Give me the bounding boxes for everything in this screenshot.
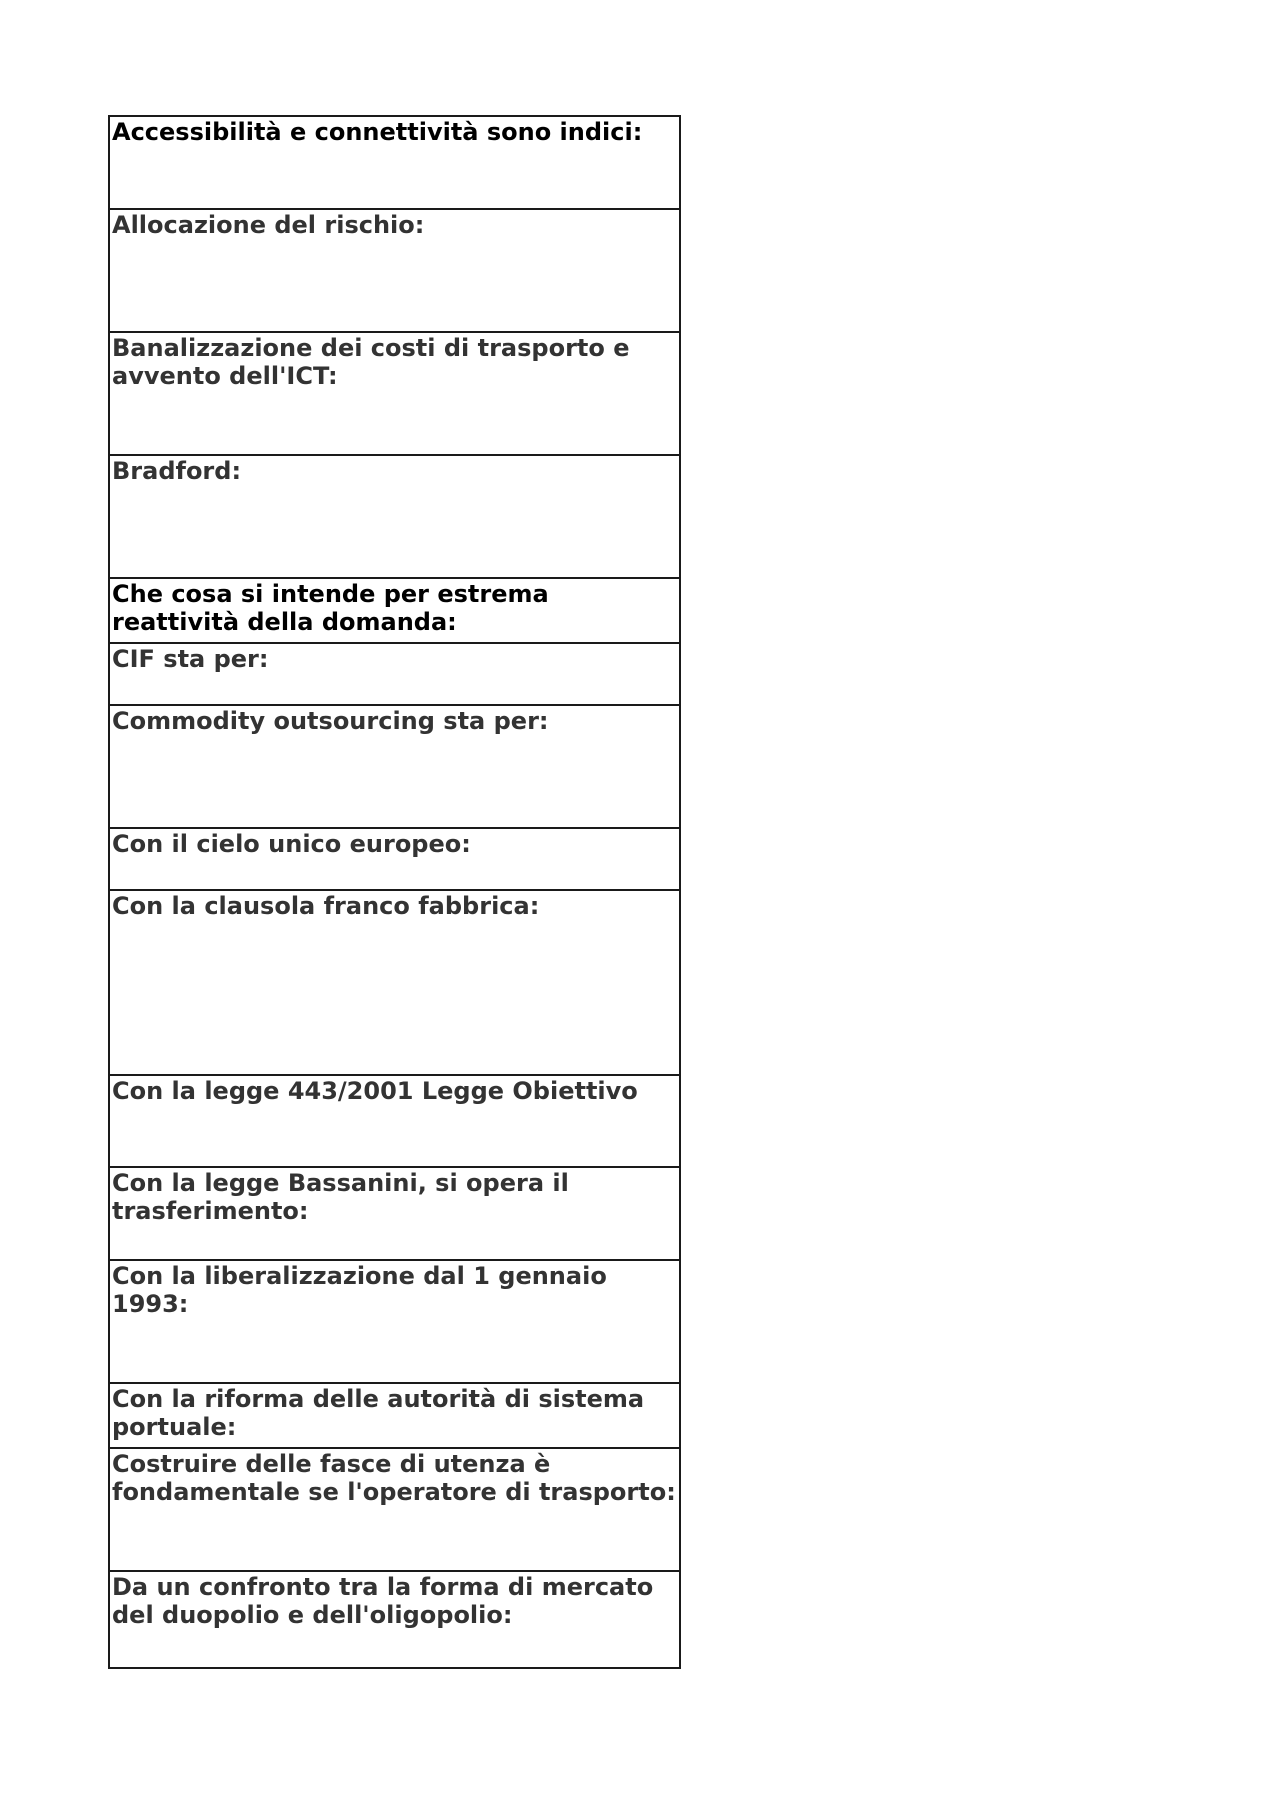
question-cell: Banalizzazione dei costi di trasporto e avvento dell'ICT: bbox=[109, 332, 680, 455]
table-row bbox=[109, 1075, 680, 1167]
question-cell: Che cosa si intende per estrema reattività della domanda: bbox=[109, 578, 680, 643]
table-row bbox=[109, 1571, 680, 1668]
table-row bbox=[109, 455, 680, 578]
table-row bbox=[109, 1383, 680, 1448]
question-cell: Da un confronto tra la forma di mercato del duopolio e dell'oligopolio: bbox=[109, 1571, 680, 1668]
table-row bbox=[109, 1260, 680, 1383]
question-cell: Con il cielo unico europeo: bbox=[109, 828, 680, 890]
question-cell: Con la liberalizzazione dal 1 gennaio 1993: bbox=[109, 1260, 680, 1383]
question-cell: Con la clausola franco fabbrica: bbox=[109, 890, 680, 1075]
table-row bbox=[109, 1448, 680, 1571]
question-cell: Con la legge 443/2001 Legge Obiettivo bbox=[109, 1075, 680, 1167]
question-cell: Commodity outsourcing sta per: bbox=[109, 705, 680, 828]
question-cell: Con la riforma delle autorità di sistema portuale: bbox=[109, 1383, 680, 1448]
question-cell: Accessibilità e connettività sono indici: bbox=[109, 116, 680, 209]
question-cell: Con la legge Bassanini, si opera il trasferimento: bbox=[109, 1167, 680, 1260]
question-cell: CIF sta per: bbox=[109, 643, 680, 705]
question-cell: Bradford: bbox=[109, 455, 680, 578]
table-row bbox=[109, 1167, 680, 1260]
table-row bbox=[109, 209, 680, 332]
table-row bbox=[109, 705, 680, 828]
table-row bbox=[109, 116, 680, 209]
table-row bbox=[109, 578, 680, 643]
table-row bbox=[109, 890, 680, 1075]
question-cell: Costruire delle fasce di utenza è fondamentale se l'operatore di trasporto: bbox=[109, 1448, 680, 1571]
table-row bbox=[109, 828, 680, 890]
question-cell: Allocazione del rischio: bbox=[109, 209, 680, 332]
table-row bbox=[109, 643, 680, 705]
questions-table bbox=[108, 115, 681, 1669]
table-row bbox=[109, 332, 680, 455]
